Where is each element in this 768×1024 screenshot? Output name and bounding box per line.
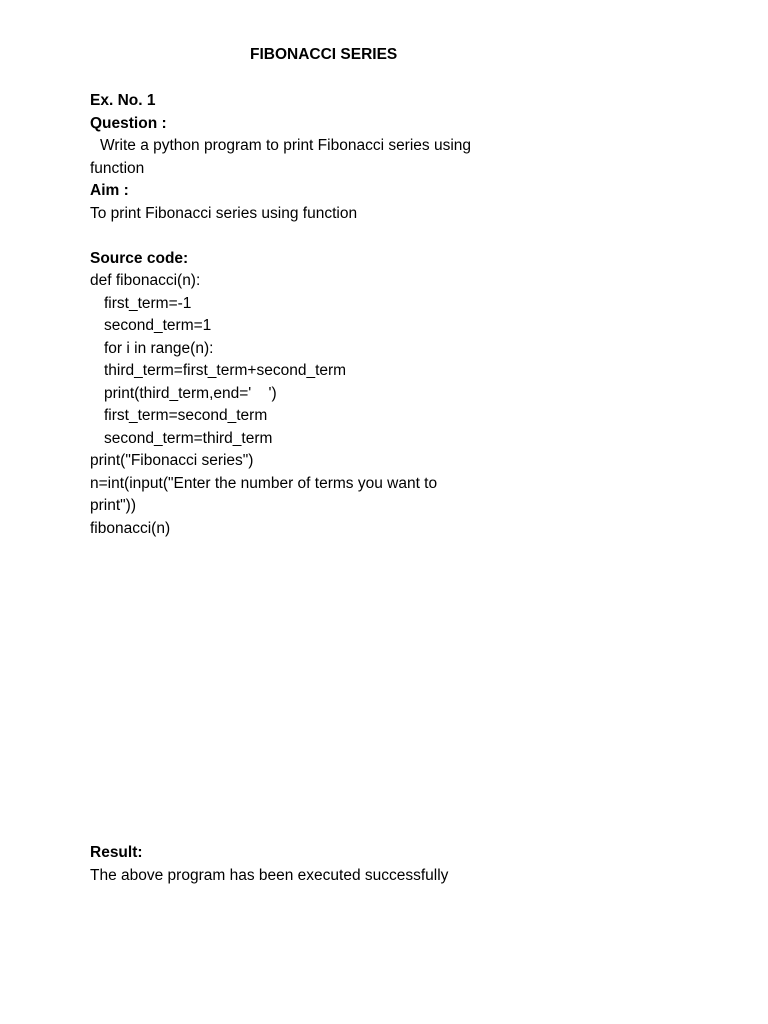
result-text: The above program has been executed successfully [90,866,449,884]
question-label: Question : [90,114,167,132]
code-line: second_term=third_term [104,429,273,447]
question-text-line1: Write a python program to print Fibonacci series using [100,137,472,154]
exercise-number: Ex. No. 1 [90,92,156,109]
code-line: second_term=1 [104,317,212,334]
code-line: print")) [90,497,136,514]
code-line: def fibonacci(n): [90,272,201,289]
aim-text: To print Fibonacci series using function [90,204,358,222]
source-code-label: Source code: [90,249,189,267]
spacer [90,225,530,248]
code-line: print("Fibonacci series") [90,452,254,469]
source-code-block [90,270,530,540]
result-label: Result: [90,844,143,861]
code-line: third_term=first_term+second_term [104,362,347,379]
result-section [90,842,690,887]
code-line: first_term=-1 [104,294,192,312]
document-body [90,90,530,540]
code-line: print(third_term,end=' ') [104,384,277,402]
code-line: n=int(input("Enter the number of terms you want to [90,474,438,492]
aim-label: Aim : [90,182,129,199]
code-line: for i in range(n): [104,339,214,357]
document-title: FIBONACCI SERIES [250,46,398,63]
code-line: fibonacci(n) [90,519,171,537]
code-line: first_term=second_term [104,407,268,424]
question-text-line2: function [90,159,145,177]
